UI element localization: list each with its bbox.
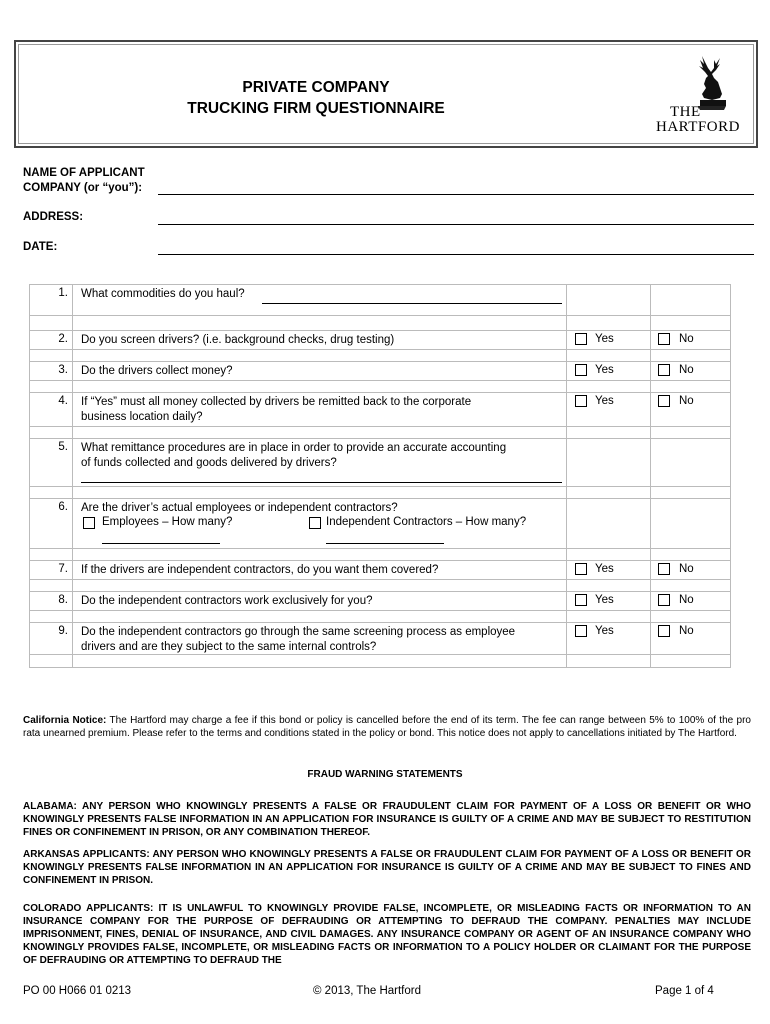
question-number: 5. <box>58 441 68 453</box>
question-8-yes-checkbox[interactable] <box>575 594 587 606</box>
question-5-answer-field[interactable] <box>81 482 562 483</box>
question-3-text: Do the drivers collect money? <box>81 365 233 377</box>
question-number: 1. <box>58 287 68 299</box>
question-8-no-checkbox[interactable] <box>658 594 670 606</box>
title-line-2: TRUCKING FIRM QUESTIONNAIRE <box>187 100 445 117</box>
title-line-1: PRIVATE COMPANY <box>242 79 390 96</box>
header-box <box>14 40 758 148</box>
question-number: 9. <box>58 625 68 637</box>
hartford-logo <box>650 54 742 142</box>
no-label: No <box>679 594 694 606</box>
employees-count-field[interactable] <box>102 543 220 544</box>
no-label: No <box>679 364 694 376</box>
table-divider <box>30 349 730 350</box>
question-8-text: Do the independent contractors work exclusively for you? <box>81 595 373 607</box>
no-label: No <box>679 395 694 407</box>
address-label: ADDRESS: <box>23 211 84 223</box>
table-divider <box>30 392 730 393</box>
question-7-yes-checkbox[interactable] <box>575 563 587 575</box>
question-number: 7. <box>58 563 68 575</box>
question-9-text-line-1: Do the independent contractors go through the same screening process as employee <box>81 626 516 638</box>
fraud-arkansas: ARKANSAS APPLICANTS: ANY PERSON WHO KNOWINGLY PRESENTS A FALSE OR FRAUDULENT CLAIM FOR PAYMENT OF A LOSS OR BENEFIT OR KNOWINGLY PRESENTS FALSE INFORMATION IN AN APPLICATION FOR INSURANCE IS GUILTY OF A CRIME AND MAY BE SUBJECT TO FINES AND CONFINEMENT IN PRISON. <box>23 849 751 886</box>
yes-label: Yes <box>595 625 614 637</box>
question-4-text-line-2: business location daily? <box>81 411 203 423</box>
questionnaire-table <box>29 284 731 668</box>
california-notice <box>23 714 751 740</box>
question-number: 4. <box>58 395 68 407</box>
contractors-checkbox[interactable] <box>309 517 321 529</box>
question-1-answer-field[interactable] <box>262 303 562 304</box>
question-2-text: Do you screen drivers? (i.e. background checks, drug testing) <box>81 334 395 346</box>
california-notice-text: The Hartford may charge a fee if this bond or policy is cancelled before the end of its term. The fee can range between 5% to 100% of the pro rata unearned premium. Please refer to the terms and conditions stated in the policy or bond. This notice does not apply to cancellations initiated by The Hartford. <box>23 715 751 739</box>
table-divider <box>30 610 730 611</box>
table-divider <box>30 330 730 331</box>
table-divider <box>30 315 730 316</box>
question-9-yes-checkbox[interactable] <box>575 625 587 637</box>
question-4-yes-checkbox[interactable] <box>575 395 587 407</box>
no-label: No <box>679 625 694 637</box>
fraud-warning-title: FRAUD WARNING STATEMENTS <box>307 769 463 780</box>
copyright: © 2013, The Hartford <box>313 985 421 997</box>
question-2-yes-checkbox[interactable] <box>575 333 587 345</box>
question-1-text: What commodities do you haul? <box>81 288 245 300</box>
no-label: No <box>679 333 694 345</box>
applicant-name-label-2: COMPANY (or “you”): <box>23 182 143 194</box>
table-divider <box>30 591 730 592</box>
contractors-option-label: Independent Contractors – How many? <box>326 516 527 528</box>
form-number: PO 00 H066 01 0213 <box>23 985 132 997</box>
question-number: 6. <box>58 501 68 513</box>
date-field[interactable] <box>158 254 754 255</box>
table-divider <box>30 548 730 549</box>
question-3-yes-checkbox[interactable] <box>575 364 587 376</box>
question-number: 3. <box>58 364 68 376</box>
question-9-text-line-2: drivers and are they subject to the same internal controls? <box>81 641 377 653</box>
question-5-text-line-2: of funds collected and goods delivered by drivers? <box>81 457 337 469</box>
question-6-text: Are the driver’s actual employees or independent contractors? <box>81 502 398 514</box>
address-field[interactable] <box>158 224 754 225</box>
table-divider <box>30 579 730 580</box>
question-5-text-line-1: What remittance procedures are in place in order to provide an accurate accounting <box>81 442 507 454</box>
table-divider <box>30 361 730 362</box>
yes-label: Yes <box>595 563 614 575</box>
table-divider <box>30 486 730 487</box>
fraud-colorado: COLORADO APPLICANTS: IT IS UNLAWFUL TO KNOWINGLY PROVIDE FALSE, INCOMPLETE, OR MISLEADING FACTS OR INFORMATION TO AN INSURANCE COMPANY FOR THE PURPOSE OF DEFRAUDING OR ATTEMPTING TO DEFRAUD THE COMPANY. PENALTIES MAY INCLUDE IMPRISONMENT, FINES, DENIAL OF INSURANCE, AND CIVIL DAMAGES. ANY INSURANCE COMPANY OR AGENT OF AN INSURANCE COMPANY WHO KNOWINGLY PROVIDES FALSE, INCOMPLETE, OR MISLEADING FACTS OR INFORMATION TO A POLICY HOLDER OR CLAIMANT FOR THE PURPOSE OF DEFRAUDING OR ATTEMPTING TO DEFRAUD THE <box>23 903 751 966</box>
date-label: DATE: <box>23 241 58 253</box>
question-3-no-checkbox[interactable] <box>658 364 670 376</box>
logo-text-hartford: HARTFORD <box>656 119 740 135</box>
table-divider <box>30 438 730 439</box>
fraud-alabama: ALABAMA: ANY PERSON WHO KNOWINGLY PRESENTS A FALSE OR FRAUDULENT CLAIM FOR PAYMENT OF A LOSS OR BENEFIT OR WHO KNOWINGLY PRESENTS FALSE INFORMATION IN AN APPLICATION FOR INSURANCE IS GUILTY OF A CRIME AND MAY BE SUBJECT TO RESTITUTION FINES OR CONFINEMENT IN PRISON, OR ANY COMBINATION THEREOF. <box>23 801 751 838</box>
employees-checkbox[interactable] <box>83 517 95 529</box>
california-notice-label: California Notice: <box>23 715 107 726</box>
applicant-name-field[interactable] <box>158 194 754 195</box>
table-divider <box>30 560 730 561</box>
question-9-no-checkbox[interactable] <box>658 625 670 637</box>
table-divider <box>30 426 730 427</box>
table-divider <box>30 622 730 623</box>
contractors-count-field[interactable] <box>326 543 444 544</box>
page-number: Page 1 of 4 <box>655 985 714 997</box>
yes-label: Yes <box>595 364 614 376</box>
logo-text-the: THE <box>670 104 701 120</box>
question-number: 8. <box>58 594 68 606</box>
yes-label: Yes <box>595 594 614 606</box>
question-4-text-line-1: If “Yes” must all money collected by drivers be remitted back to the corporate <box>81 396 472 408</box>
question-2-no-checkbox[interactable] <box>658 333 670 345</box>
no-label: No <box>679 563 694 575</box>
applicant-name-label-1: NAME OF APPLICANT <box>23 167 145 179</box>
yes-label: Yes <box>595 333 614 345</box>
table-divider <box>30 380 730 381</box>
question-7-no-checkbox[interactable] <box>658 563 670 575</box>
question-4-no-checkbox[interactable] <box>658 395 670 407</box>
employees-option-label: Employees – How many? <box>102 516 233 528</box>
yes-label: Yes <box>595 395 614 407</box>
question-7-text: If the drivers are independent contractors, do you want them covered? <box>81 564 439 576</box>
question-number: 2. <box>58 333 68 345</box>
table-divider <box>30 498 730 499</box>
